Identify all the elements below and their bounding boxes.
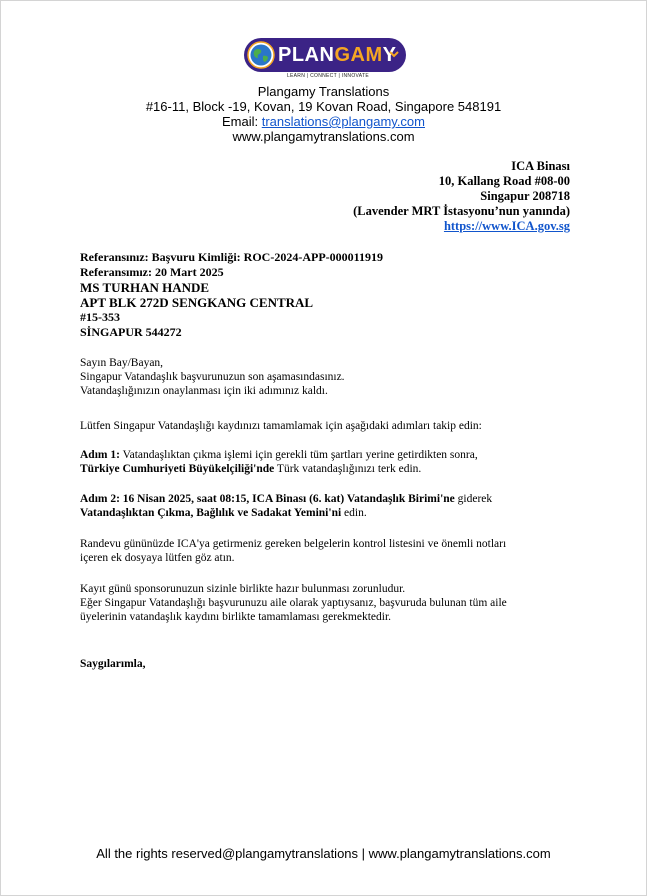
recipient-line3: Singapur 208718 [480,189,570,203]
recipient-address [353,159,570,234]
step2-text1: giderek [454,493,493,505]
salutation: Sayın Bay/Bayan, [80,357,164,369]
logo-brand-mid: GAM [334,44,383,66]
recipient-url-link[interactable]: https://www.ICA.gov.sg [443,219,570,233]
logo-tagline: LEARN | CONNECT | INNOVATE [286,73,370,79]
reference-block [80,250,383,340]
sender-address: #16-11, Block -19, Kovan, 19 Kovan Road, Singapore 548191 [145,99,502,114]
step1-embassy: Türkiye Cumhuriyeti Büyükelçiliği'nde [80,463,275,475]
checklist-paragraph [80,537,580,565]
letter-intro [80,356,580,398]
step2-paragraph [80,492,580,520]
sponsor-line1: Kayıt günü sponsorunuzun sizinle birlikte hazır bulunması zorunludur. [80,583,406,595]
recipient-line1: ICA Binası [511,159,570,173]
step1-text1: Vatandaşlıktan çıkma işlemi için gerekli tüm şartları yerine getirdikten sonra, [119,449,478,461]
sender-website: www.plangamytranslations.com [232,129,415,144]
addressee-name: MS TURHAN HANDE [80,280,210,295]
instruction-paragraph: Lütfen Singapur Vatandaşlığı kaydınızı tamamlamak için aşağıdaki adımları takip edin: [80,420,482,432]
intro-line2: Vatandaşlığınızın onaylanması için iki adımınız kaldı. [80,385,328,397]
sender-company: Plangamy Translations [257,84,390,99]
recipient-line2: 10, Kallang Road #08-00 [438,174,570,188]
globe-icon [247,41,275,69]
closing: Saygılarımla, [80,658,146,670]
step2-text2: edin. [341,507,367,519]
sponsor-line2: Eğer Singapur Vatandaşlığı başvurunuzu aile olarak yaptıysanız, başvuruda bulunan tüm aile [80,597,507,609]
step1-paragraph [80,448,580,476]
logo-wordmark [278,43,396,67]
sender-email-line [0,114,647,129]
addressee-address-line2: #15-353 [80,310,120,324]
logo-brand-right: Y [382,44,397,66]
recipient-line4: (Lavender MRT İstasyonu’nun yanında) [353,204,570,218]
footer: All the rights reserved@plangamytranslations | www.plangamytranslations.com [96,846,551,861]
chevron-down-icon [388,48,400,60]
step2-appointment: Adım 2: 16 Nisan 2025, saat 08:15, ICA Binası (6. kat) Vatandaşlık Birimi'ne [80,493,455,505]
sender-email-link[interactable]: translations@plangamy.com [261,114,425,129]
intro-line1: Singapur Vatandaşlık başvurunuzun son aşamasındasınız. [80,371,345,383]
checklist-line1: Randevu gününüzde ICA'ya getirmeniz gereken belgelerin kontrol listesini ve önemli notları [80,538,507,550]
sponsor-line3: üyelerinin vatandaşlık kaydını birlikte tamamlaması gerekmektedir. [80,611,392,623]
logo-brand-left: PLAN [278,44,335,66]
sender-header [0,84,647,144]
step1-label: Adım 1: [80,449,120,461]
sender-email-label: Email: [222,114,262,129]
logo-pill [244,38,406,72]
step2-oath: Vatandaşlıktan Çıkma, Bağlılık ve Sadakat Yemini'ni [80,507,342,519]
reference-application-id: Referansınız: Başvuru Kimliği: ROC-2024-APP-000011919 [80,250,383,264]
reference-date: Referansımız: 20 Mart 2025 [80,265,224,279]
addressee-address-line3: SİNGAPUR 544272 [80,325,182,339]
checklist-line2: içeren ek dosyaya lütfen göz atın. [80,552,235,564]
company-logo [244,38,408,80]
sponsor-paragraph [80,582,580,624]
addressee-address-line1: APT BLK 272D SENGKANG CENTRAL [80,295,314,310]
step1-text2: Türk vatandaşlığınızı terk edin. [274,463,422,475]
